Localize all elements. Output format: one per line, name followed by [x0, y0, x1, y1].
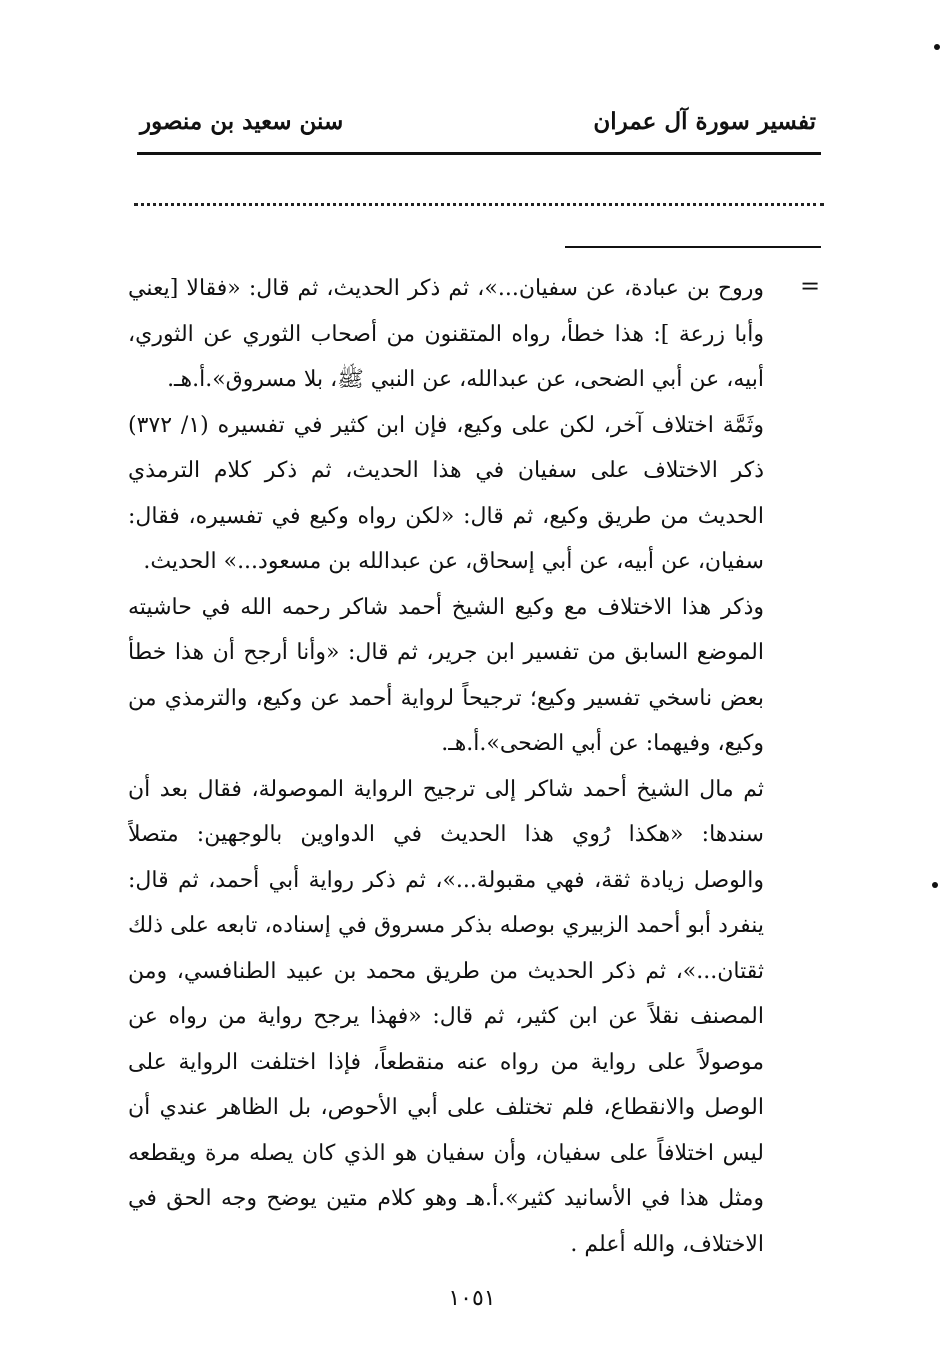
text-line: الحديث من طريق وكيع، ثم قال: «لكن رواه وكيع في تفسيره، فقال: [128, 503, 764, 529]
running-header-chapter: تفسير سورة آل عمران [593, 108, 816, 135]
text-line: ثم مال الشيخ أحمد شاكر إلى ترجيح الرواية الموصولة، فقال بعد أن [128, 776, 764, 802]
margin-dot-middle [932, 882, 938, 888]
dotted-separator [134, 203, 824, 206]
text-line: سفيان، عن أبيه، عن أبي إسحاق، عن عبدالله بن مسعود...» الحديث. [143, 549, 764, 574]
text-line: موصولاً على رواية من رواه عنه منقطعاً، فإذا اختلفت الرواية على [128, 1049, 764, 1075]
text-line: وأبا زرعة ]: هذا خطأ، رواه المتقنون من أصحاب الثوري عن الثوري، [128, 321, 764, 347]
text-line: وذكر هذا الاختلاف مع وكيع الشيخ أحمد شاكر رحمه الله في حاشيته [128, 594, 764, 620]
text-line: أبيه، عن أبي الضحى، عن عبدالله، عن النبي ﷺ، بلا مسروق».أ.هـ. [167, 367, 764, 392]
text-line: ومثل هذا في الأسانيد كثير».أ.هـ وهو كلام متين يوضح وجه الحق في [128, 1186, 764, 1211]
header-rule [137, 152, 821, 155]
margin-dot-top [934, 44, 940, 50]
text-line: ذكر الاختلاف على سفيان في هذا الحديث، ثم ذكر كلام الترمذي [128, 458, 764, 483]
text-line: ينفرد أبو أحمد الزبيري بوصله بذكر مسروق في إسناده، تابعه على ذلك [128, 913, 764, 938]
text-line: بعض ناسخي تفسير وكيع؛ ترجيحاً لرواية أحمد عن وكيع، والترمذي من [128, 685, 764, 711]
footnote-continuation-mark: = [800, 272, 821, 300]
text-line: الاختلاف، والله أعلم . [570, 1231, 764, 1257]
text-line: والوصل زيادة ثقة، فهي مقبولة...»، ثم ذكر رواية أبي أحمد، ثم قال: [128, 867, 764, 893]
text-line: سندها: «هكذا رُوي هذا الحديث في الدواوين بالوجهين: متصلاً [128, 822, 764, 847]
page-number: ١٠٥١ [448, 1286, 496, 1311]
text-line: المصنف نقلاً عن ابن كثير، ثم قال: «فهذا يرجح رواية من رواه عن [128, 1004, 764, 1029]
text-line: الوصل والانقطاع، فلم تختلف على أبي الأحوص، بل الظاهر عندي أن [128, 1095, 764, 1120]
text-line: ثقتان...»، ثم ذكر الحديث من طريق محمد بن عبيد الطنافسي، ومن [128, 958, 764, 984]
text-line: وكيع، وفيهما: عن أبي الضحى».أ.هـ. [441, 731, 764, 756]
footnote-rule [565, 246, 821, 248]
text-line: ليس اختلافاً على سفيان، وأن سفيان هو الذي كان يصله مرة ويقطعه [128, 1140, 764, 1166]
running-header-book: سنن سعيد بن منصور [140, 108, 344, 135]
text-line: وثَمَّة اختلاف آخر، لكن على وكيع، فإن ابن كثير في تفسيره (١/ ٣٧٢) [128, 412, 764, 438]
text-line: الموضع السابق من تفسير ابن جرير، ثم قال: «وأنا أرجح أن هذا خطأ [128, 640, 764, 665]
footnote-body [128, 266, 764, 1267]
text-line: وروح بن عبادة، عن سفيان...»، ثم ذكر الحديث، ثم قال: «فقالا [يعني [128, 276, 764, 301]
